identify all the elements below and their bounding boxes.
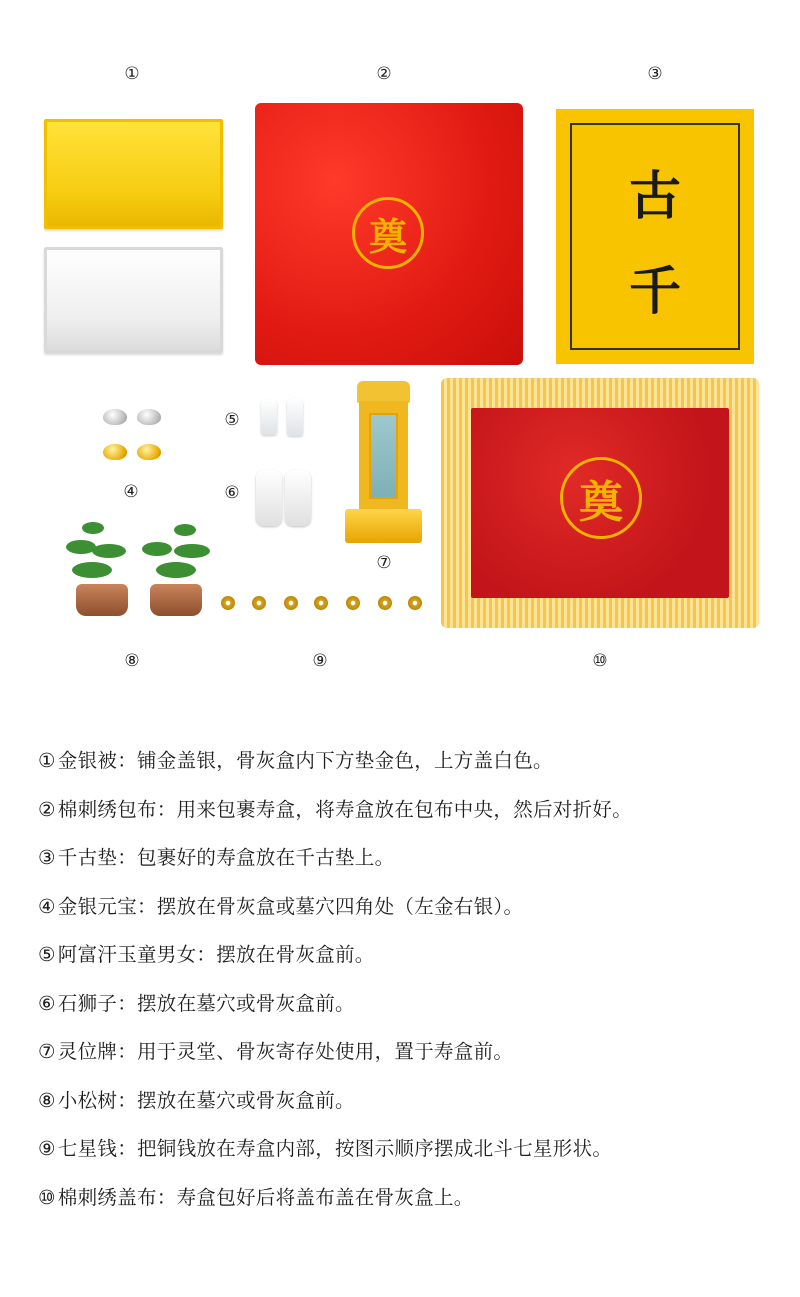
description-line (38, 834, 778, 883)
item-number-6: ⑥ (224, 483, 240, 503)
item-number-1: ① (124, 64, 140, 84)
gold-ingot (137, 444, 161, 460)
description-text: 灵位牌：用于灵堂、骨灰寄存处使用，置于寿盒前。 (57, 1040, 514, 1063)
description-text: 阿富汗玉童男女：摆放在骨灰盒前。 (57, 943, 375, 966)
description-number: ⑨ (38, 1137, 56, 1160)
tablet-glass (369, 413, 398, 499)
qiangu-pad-image (556, 109, 754, 364)
tablet-top (357, 381, 410, 403)
description-number: ⑩ (38, 1185, 56, 1209)
tablet-base (345, 509, 422, 543)
item-number-8: ⑧ (124, 651, 140, 671)
item-number-4: ④ (123, 482, 139, 502)
description-line (38, 1077, 778, 1126)
item-number-9: ⑨ (312, 651, 328, 671)
copper-coin (408, 596, 422, 610)
gold-ingot (103, 444, 127, 460)
pad-character-bottom: 千 (628, 261, 682, 322)
description-number: ⑦ (38, 1040, 56, 1063)
memorial-tablet-image (345, 381, 422, 543)
stone-lion (285, 470, 311, 526)
item-number-5: ⑤ (224, 410, 240, 430)
stone-lion (256, 470, 282, 526)
pine-tree (62, 522, 132, 617)
wrap-cloth-emblem: 奠 (352, 197, 424, 269)
pad-character-top: 古 (628, 166, 682, 227)
description-text: 七星钱：把铜钱放在寿盒内部，按图示顺序摆成北斗七星形状。 (57, 1137, 613, 1160)
description-line (38, 931, 778, 980)
description-line (38, 883, 778, 932)
cover-cloth-red-center (471, 408, 729, 598)
description-text: 金银元宝：摆放在骨灰盒或墓穴四角处（左金右银）。 (57, 894, 524, 918)
description-text: 小松树：摆放在墓穴或骨灰盒前。 (57, 1088, 355, 1112)
silver-quilt-image (44, 247, 223, 353)
description-text: 棉刺绣包布：用来包裹寿盒，将寿盒放在包布中央，然后对折好。 (57, 797, 632, 821)
pine-tree (140, 524, 212, 616)
silver-ingot (103, 409, 127, 425)
cover-cloth-emblem: 奠 (560, 457, 642, 539)
silver-ingot (137, 409, 161, 425)
description-number: ⑤ (38, 943, 56, 966)
description-line (38, 1028, 778, 1077)
description-number: ② (38, 797, 56, 821)
fringe-cover-cloth-image (441, 378, 759, 628)
description-line (38, 737, 778, 786)
item-number-3: ③ (647, 64, 663, 84)
description-number: ⑥ (38, 991, 56, 1015)
copper-coin (378, 596, 392, 610)
jade-boy-figure (261, 399, 277, 435)
description-line (38, 786, 778, 835)
item-description-list (38, 737, 778, 1222)
copper-coin (252, 596, 266, 610)
copper-coin (284, 596, 298, 610)
description-line (38, 1174, 778, 1223)
description-line (38, 980, 778, 1029)
description-text: 千古垫：包裹好的寿盒放在千古垫上。 (57, 846, 395, 869)
description-line (38, 1125, 778, 1174)
copper-coin (346, 596, 360, 610)
red-embroidered-wrap-cloth-image (255, 103, 523, 365)
description-number: ④ (38, 894, 56, 918)
copper-coin (221, 596, 235, 610)
copper-coin (314, 596, 328, 610)
description-number: ⑧ (38, 1088, 56, 1112)
gold-quilt-image (44, 119, 223, 229)
description-text: 石狮子：摆放在墓穴或骨灰盒前。 (57, 991, 355, 1015)
item-number-2: ② (376, 64, 392, 84)
description-text: 棉刺绣盖布：寿盒包好后将盖布盖在骨灰盒上。 (57, 1185, 474, 1209)
description-number: ① (38, 749, 56, 772)
description-text: 金银被：铺金盖银，骨灰盒内下方垫金色，上方盖白色。 (57, 749, 553, 772)
description-number: ③ (38, 846, 56, 869)
jade-girl-figure (287, 398, 303, 436)
item-number-7: ⑦ (376, 553, 392, 573)
item-number-10: ⑩ (592, 651, 608, 671)
